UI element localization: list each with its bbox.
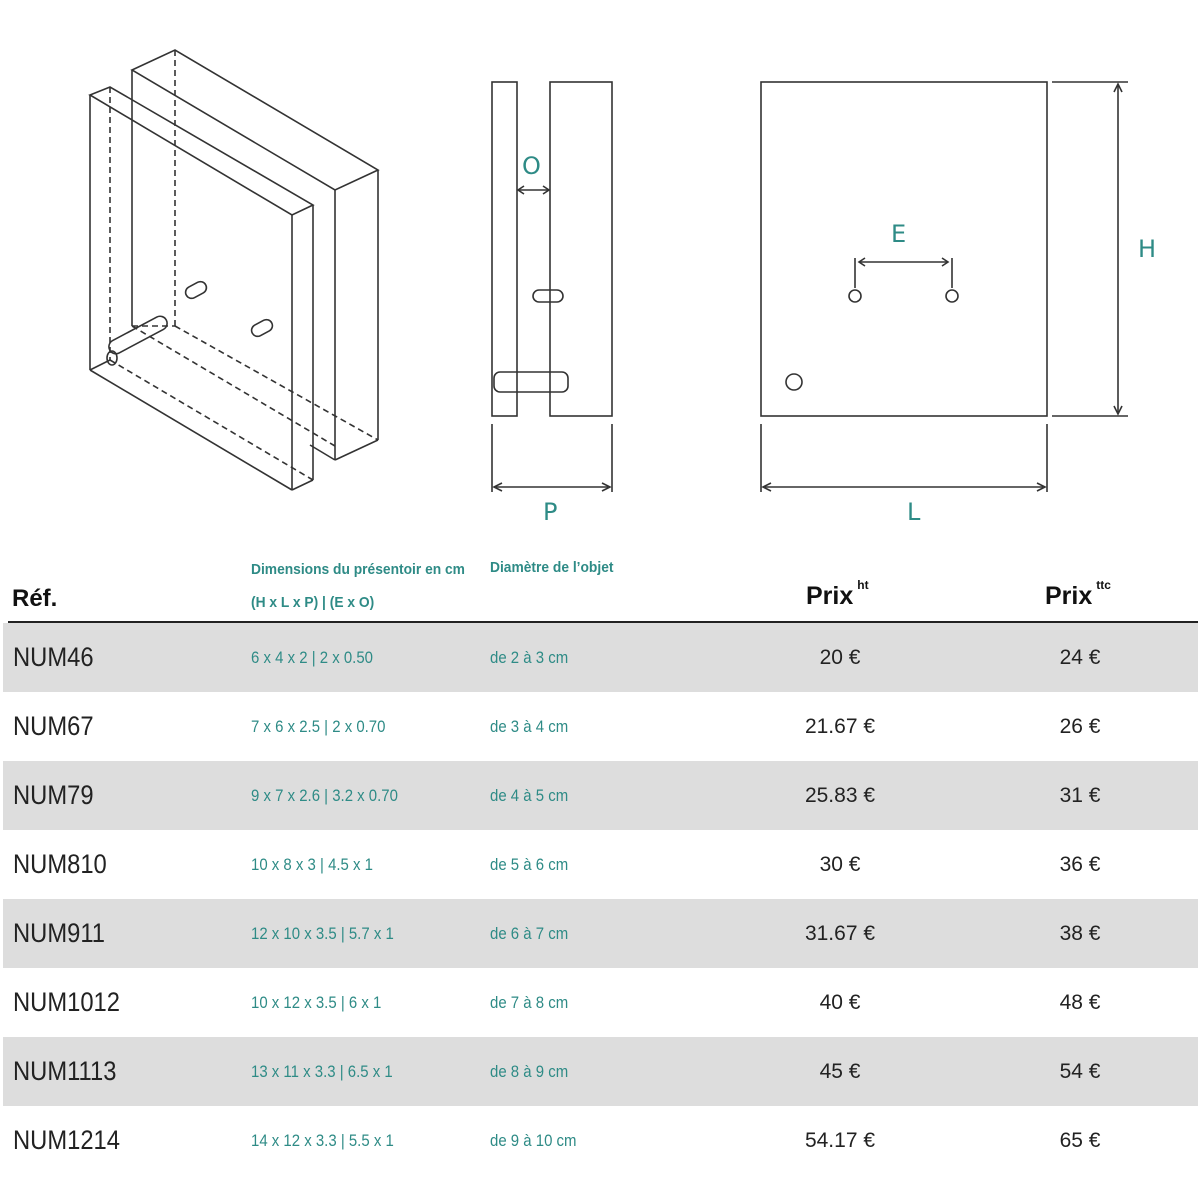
cell-ref: NUM911 <box>13 918 106 948</box>
cell-diameter: de 7 à 8 cm <box>490 993 569 1012</box>
technical-diagram <box>0 0 1200 545</box>
cell-dimensions: 14 x 12 x 3.3 | 5.5 x 1 <box>251 1131 394 1150</box>
cell-price-ttc: 65 € <box>1059 1129 1101 1152</box>
cell-price-ht: 31.67 € <box>804 922 876 945</box>
cell-price-ht: 21.67 € <box>804 715 876 738</box>
cell-price-ttc: 26 € <box>1059 715 1101 738</box>
cell-diameter: de 2 à 3 cm <box>490 648 569 667</box>
cell-dimensions: 6 x 4 x 2 | 2 x 0.50 <box>251 648 373 667</box>
cell-price-ttc: 36 € <box>1059 853 1101 876</box>
cell-ref: NUM46 <box>13 642 94 672</box>
header-price-ttc-label: Prix <box>1045 582 1093 610</box>
label-o: O <box>522 152 541 180</box>
table-header <box>0 545 1200 623</box>
table-row <box>3 830 1198 899</box>
label-h: H <box>1138 235 1157 263</box>
cell-ref: NUM79 <box>13 780 94 810</box>
cell-ref: NUM1012 <box>13 987 120 1017</box>
header-price-ttc-sup: ttc <box>1096 578 1111 592</box>
header-dimensions: Dimensions du présentoir en cm <box>251 561 465 578</box>
cell-price-ttc: 24 € <box>1059 646 1101 669</box>
header-diameter: Diamètre de l’objet <box>490 559 614 576</box>
cell-diameter: de 3 à 4 cm <box>490 717 569 736</box>
isometric-view <box>90 50 378 490</box>
cell-dimensions: 13 x 11 x 3.3 | 6.5 x 1 <box>251 1062 393 1081</box>
label-e: E <box>891 220 907 248</box>
cell-price-ht: 54.17 € <box>804 1129 876 1152</box>
cell-dimensions: 7 x 6 x 2.5 | 2 x 0.70 <box>251 717 386 736</box>
cell-dimensions: 10 x 8 x 3 | 4.5 x 1 <box>251 855 373 874</box>
label-l: L <box>907 498 921 526</box>
label-p: P <box>543 498 558 526</box>
cell-ref: NUM67 <box>13 711 94 741</box>
cell-diameter: de 4 à 5 cm <box>490 786 569 805</box>
cell-price-ht: 45 € <box>819 1060 861 1083</box>
cell-diameter: de 6 à 7 cm <box>490 924 569 943</box>
header-price-ht-label: Prix <box>806 582 854 610</box>
table-row <box>3 1037 1198 1106</box>
cell-price-ht: 20 € <box>819 646 861 669</box>
header-price-ttc <box>1045 578 1111 611</box>
header-dimensions-format: (H x L x P) | (E x O) <box>251 594 375 611</box>
header-price-ht <box>806 578 869 611</box>
table-row <box>3 968 1198 1037</box>
cell-diameter: de 5 à 6 cm <box>490 855 569 874</box>
table-row <box>3 899 1198 968</box>
cell-ref: NUM1214 <box>13 1125 120 1155</box>
cell-dimensions: 12 x 10 x 3.5 | 5.7 x 1 <box>251 924 394 943</box>
cell-price-ht: 25.83 € <box>804 784 876 807</box>
table-row <box>3 761 1198 830</box>
table-row <box>3 623 1198 692</box>
cell-price-ttc: 38 € <box>1059 922 1101 945</box>
header-ref: Réf. <box>12 585 58 612</box>
cell-price-ttc: 48 € <box>1059 991 1101 1014</box>
cell-diameter: de 9 à 10 cm <box>490 1131 577 1150</box>
side-view <box>492 82 612 492</box>
cell-price-ht: 30 € <box>819 853 861 876</box>
cell-dimensions: 10 x 12 x 3.5 | 6 x 1 <box>251 993 382 1012</box>
table-row <box>3 692 1198 761</box>
cell-ref: NUM810 <box>13 849 107 879</box>
cell-ref: NUM1113 <box>13 1056 117 1086</box>
front-view <box>761 82 1128 492</box>
cell-price-ttc: 31 € <box>1059 784 1101 807</box>
cell-price-ttc: 54 € <box>1059 1060 1101 1083</box>
cell-diameter: de 8 à 9 cm <box>490 1062 569 1081</box>
header-price-ht-sup: ht <box>857 578 869 592</box>
cell-dimensions: 9 x 7 x 2.6 | 3.2 x 0.70 <box>251 786 398 805</box>
cell-price-ht: 40 € <box>819 991 861 1014</box>
table-row <box>3 1106 1198 1175</box>
price-table <box>3 623 1198 1175</box>
